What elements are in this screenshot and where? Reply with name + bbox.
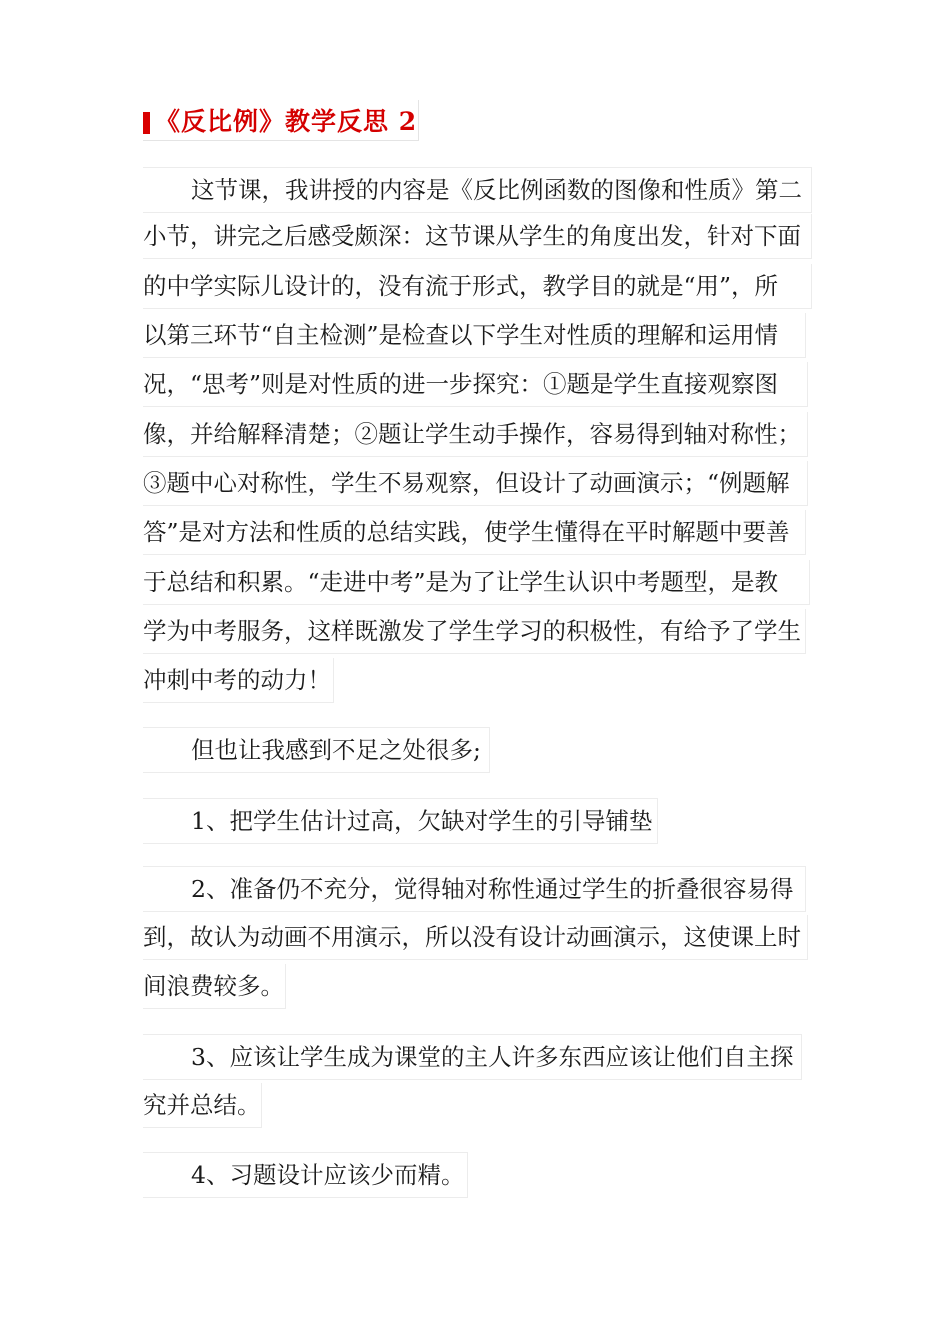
item4-line: 4、习题设计应该少而精。: [143, 1152, 468, 1198]
paragraph1-line-10: 学为中考服务，这样既激发了学生学习的积极性，有给予了学生: [143, 609, 806, 654]
item3-line-1: 3、应该让学生成为课堂的主人许多东西应该让他们自主探: [143, 1034, 802, 1080]
item3-line-2: 究并总结。: [143, 1083, 262, 1128]
item1-line: 1、把学生估计过高，欠缺对学生的引导铺垫: [143, 798, 658, 844]
document-title: 《反比例》教学反思 2: [155, 107, 418, 136]
paragraph2-line: 但也让我感到不足之处很多;: [143, 727, 490, 773]
item2-line-3: 间浪费较多。: [143, 964, 286, 1009]
paragraph1-line-3: 的中学实际儿设计的，没有流于形式，教学目的就是“用”，所: [143, 264, 812, 309]
paragraph1-line-11: 冲刺中考的动力！: [143, 658, 334, 703]
paragraph1-line-5: 况，“思考”则是对性质的进一步探究：①题是学生直接观察图: [143, 362, 808, 407]
item2-line-2: 到，故认为动画不用演示，所以没有设计动画演示，这使课上时: [143, 915, 808, 960]
item2-line-1: 2、准备仍不充分，觉得轴对称性通过学生的折叠很容易得: [143, 866, 806, 912]
paragraph1-line-2: 小节，讲完之后感受颇深：这节课从学生的角度出发，针对下面: [143, 214, 812, 259]
title-block: [143, 100, 419, 141]
paragraph1-line-8: 答”是对方法和性质的总结实践，使学生懂得在平时解题中要善: [143, 510, 806, 555]
paragraph1-line-6: 像，并给解释清楚；②题让学生动手操作，容易得到轴对称性；: [143, 412, 808, 457]
paragraph1-line-9: 于总结和积累。“走进中考”是为了让学生认识中考题型，是教: [143, 560, 810, 605]
paragraph1-line-1: 这节课，我讲授的内容是《反比例函数的图像和性质》第二: [143, 167, 812, 213]
paragraph1-line-4: 以第三环节“自主检测”是检查以下学生对性质的理解和运用情: [143, 313, 806, 358]
title-marker: [143, 112, 150, 134]
paragraph1-line-7: ③题中心对称性，学生不易观察，但设计了动画演示；“例题解: [143, 461, 808, 506]
